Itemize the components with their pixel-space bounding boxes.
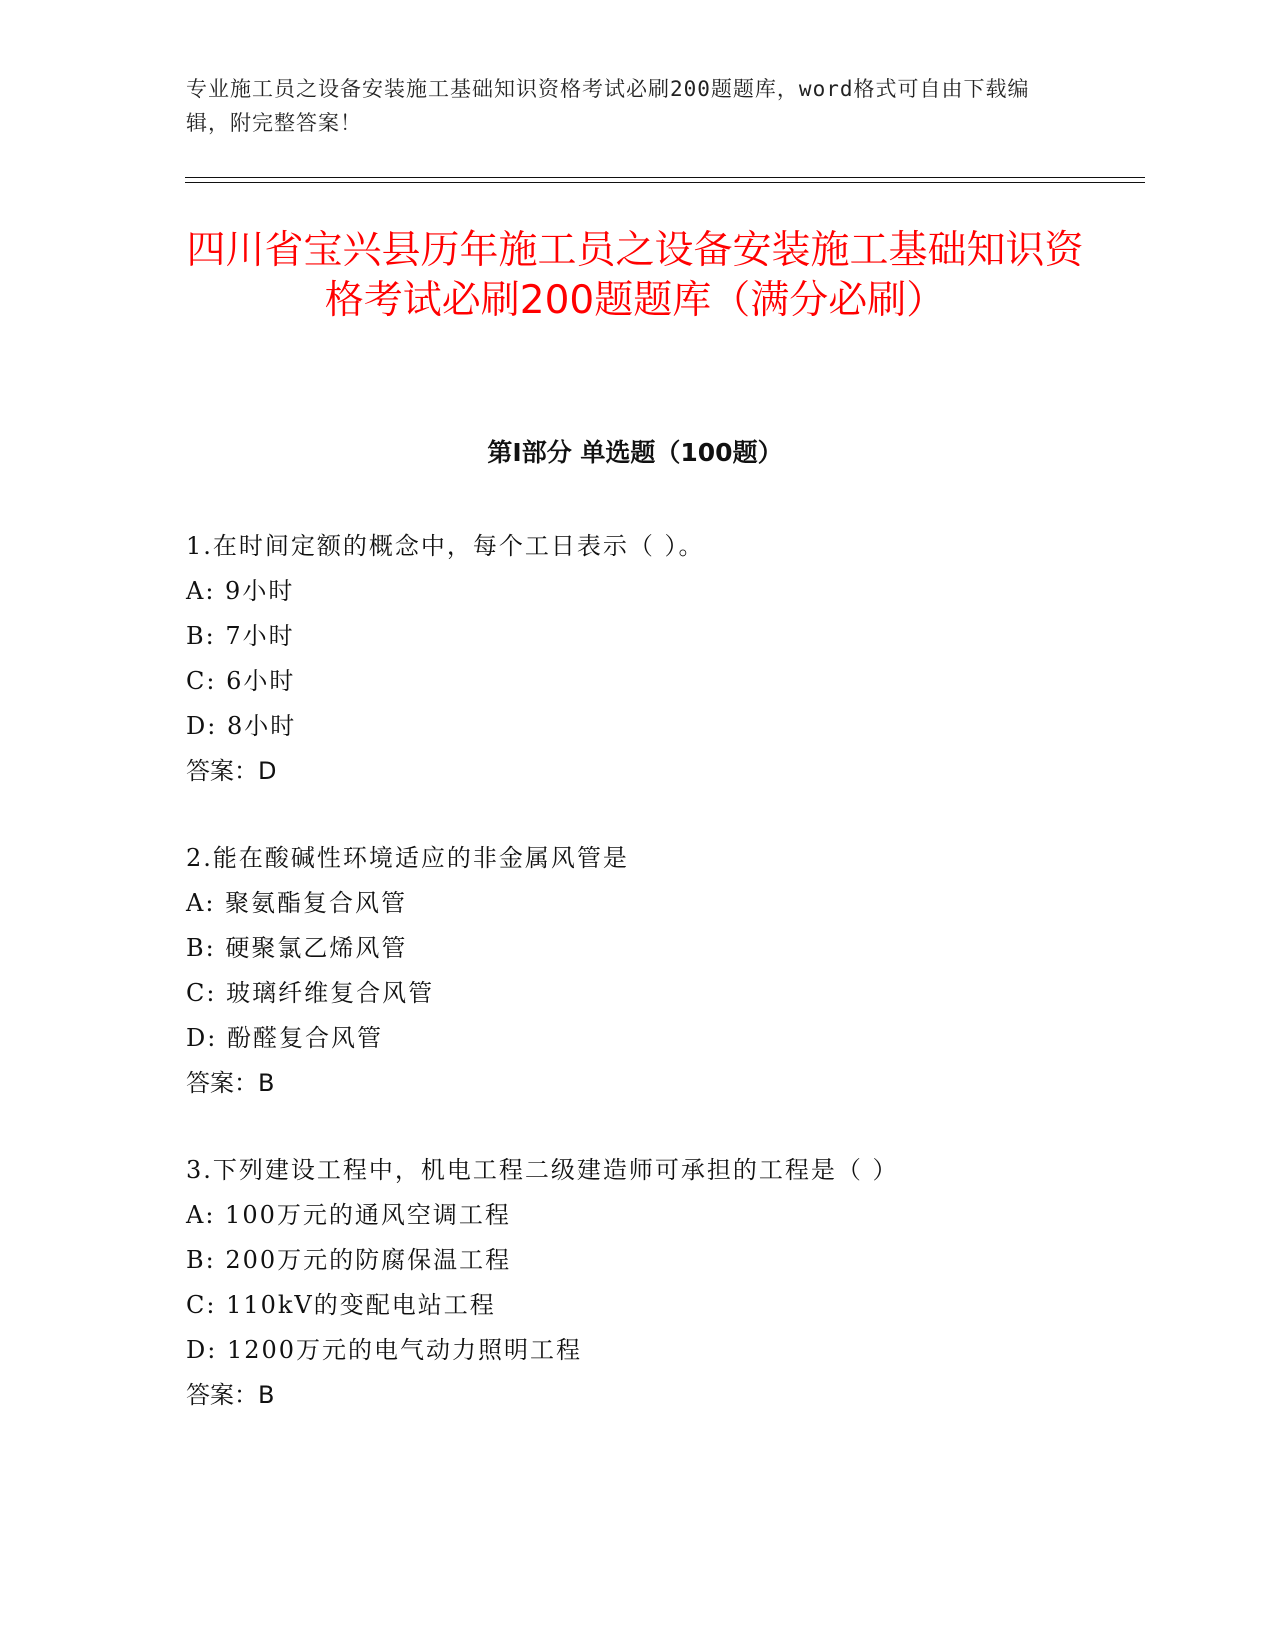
option-c: C: 玻璃纤维复合风管: [186, 979, 435, 1007]
option-a: A: 9小时: [186, 577, 295, 605]
question-1: [186, 524, 1086, 794]
question-list: [186, 524, 1086, 1460]
option-a: A: 聚氨酯复合风管: [186, 889, 408, 917]
option-b: B: 200万元的防腐保温工程: [186, 1246, 512, 1274]
option-a: A: 100万元的通风空调工程: [186, 1201, 511, 1229]
option-c: C: 6小时: [186, 667, 296, 695]
option-d: D: 酚醛复合风管: [186, 1024, 383, 1052]
question-stem: 1.在时间定额的概念中，每个工日表示（ ）。: [186, 532, 705, 560]
question-3: [186, 1148, 1086, 1418]
answer: 答案：D: [186, 757, 277, 785]
question-2: [186, 836, 1086, 1106]
header-rule-top: [185, 177, 1145, 178]
answer: 答案：B: [186, 1381, 275, 1409]
option-b: B: 硬聚氯乙烯风管: [186, 934, 408, 962]
answer: 答案：B: [186, 1069, 275, 1097]
header-rule-bottom: [185, 182, 1145, 183]
option-d: D: 8小时: [186, 712, 297, 740]
question-stem: 2.能在酸碱性环境适应的非金属风管是: [186, 844, 629, 872]
document-title: 四川省宝兴县历年施工员之设备安装施工基础知识资格考试必刷200题题库（满分必刷）: [186, 228, 1084, 323]
option-b: B: 7小时: [186, 622, 295, 650]
option-d: D: 1200万元的电气动力照明工程: [186, 1336, 583, 1364]
header-note: 专业施工员之设备安装施工基础知识资格考试必刷200题题库，word格式可自由下载编辑，附完整答案！: [186, 77, 1030, 135]
section-title: 第I部分 单选题（100题）: [487, 438, 783, 467]
question-stem: 3.下列建设工程中，机电工程二级建造师可承担的工程是（ ）: [186, 1156, 899, 1184]
option-c: C: 110kV的变配电站工程: [186, 1291, 496, 1319]
